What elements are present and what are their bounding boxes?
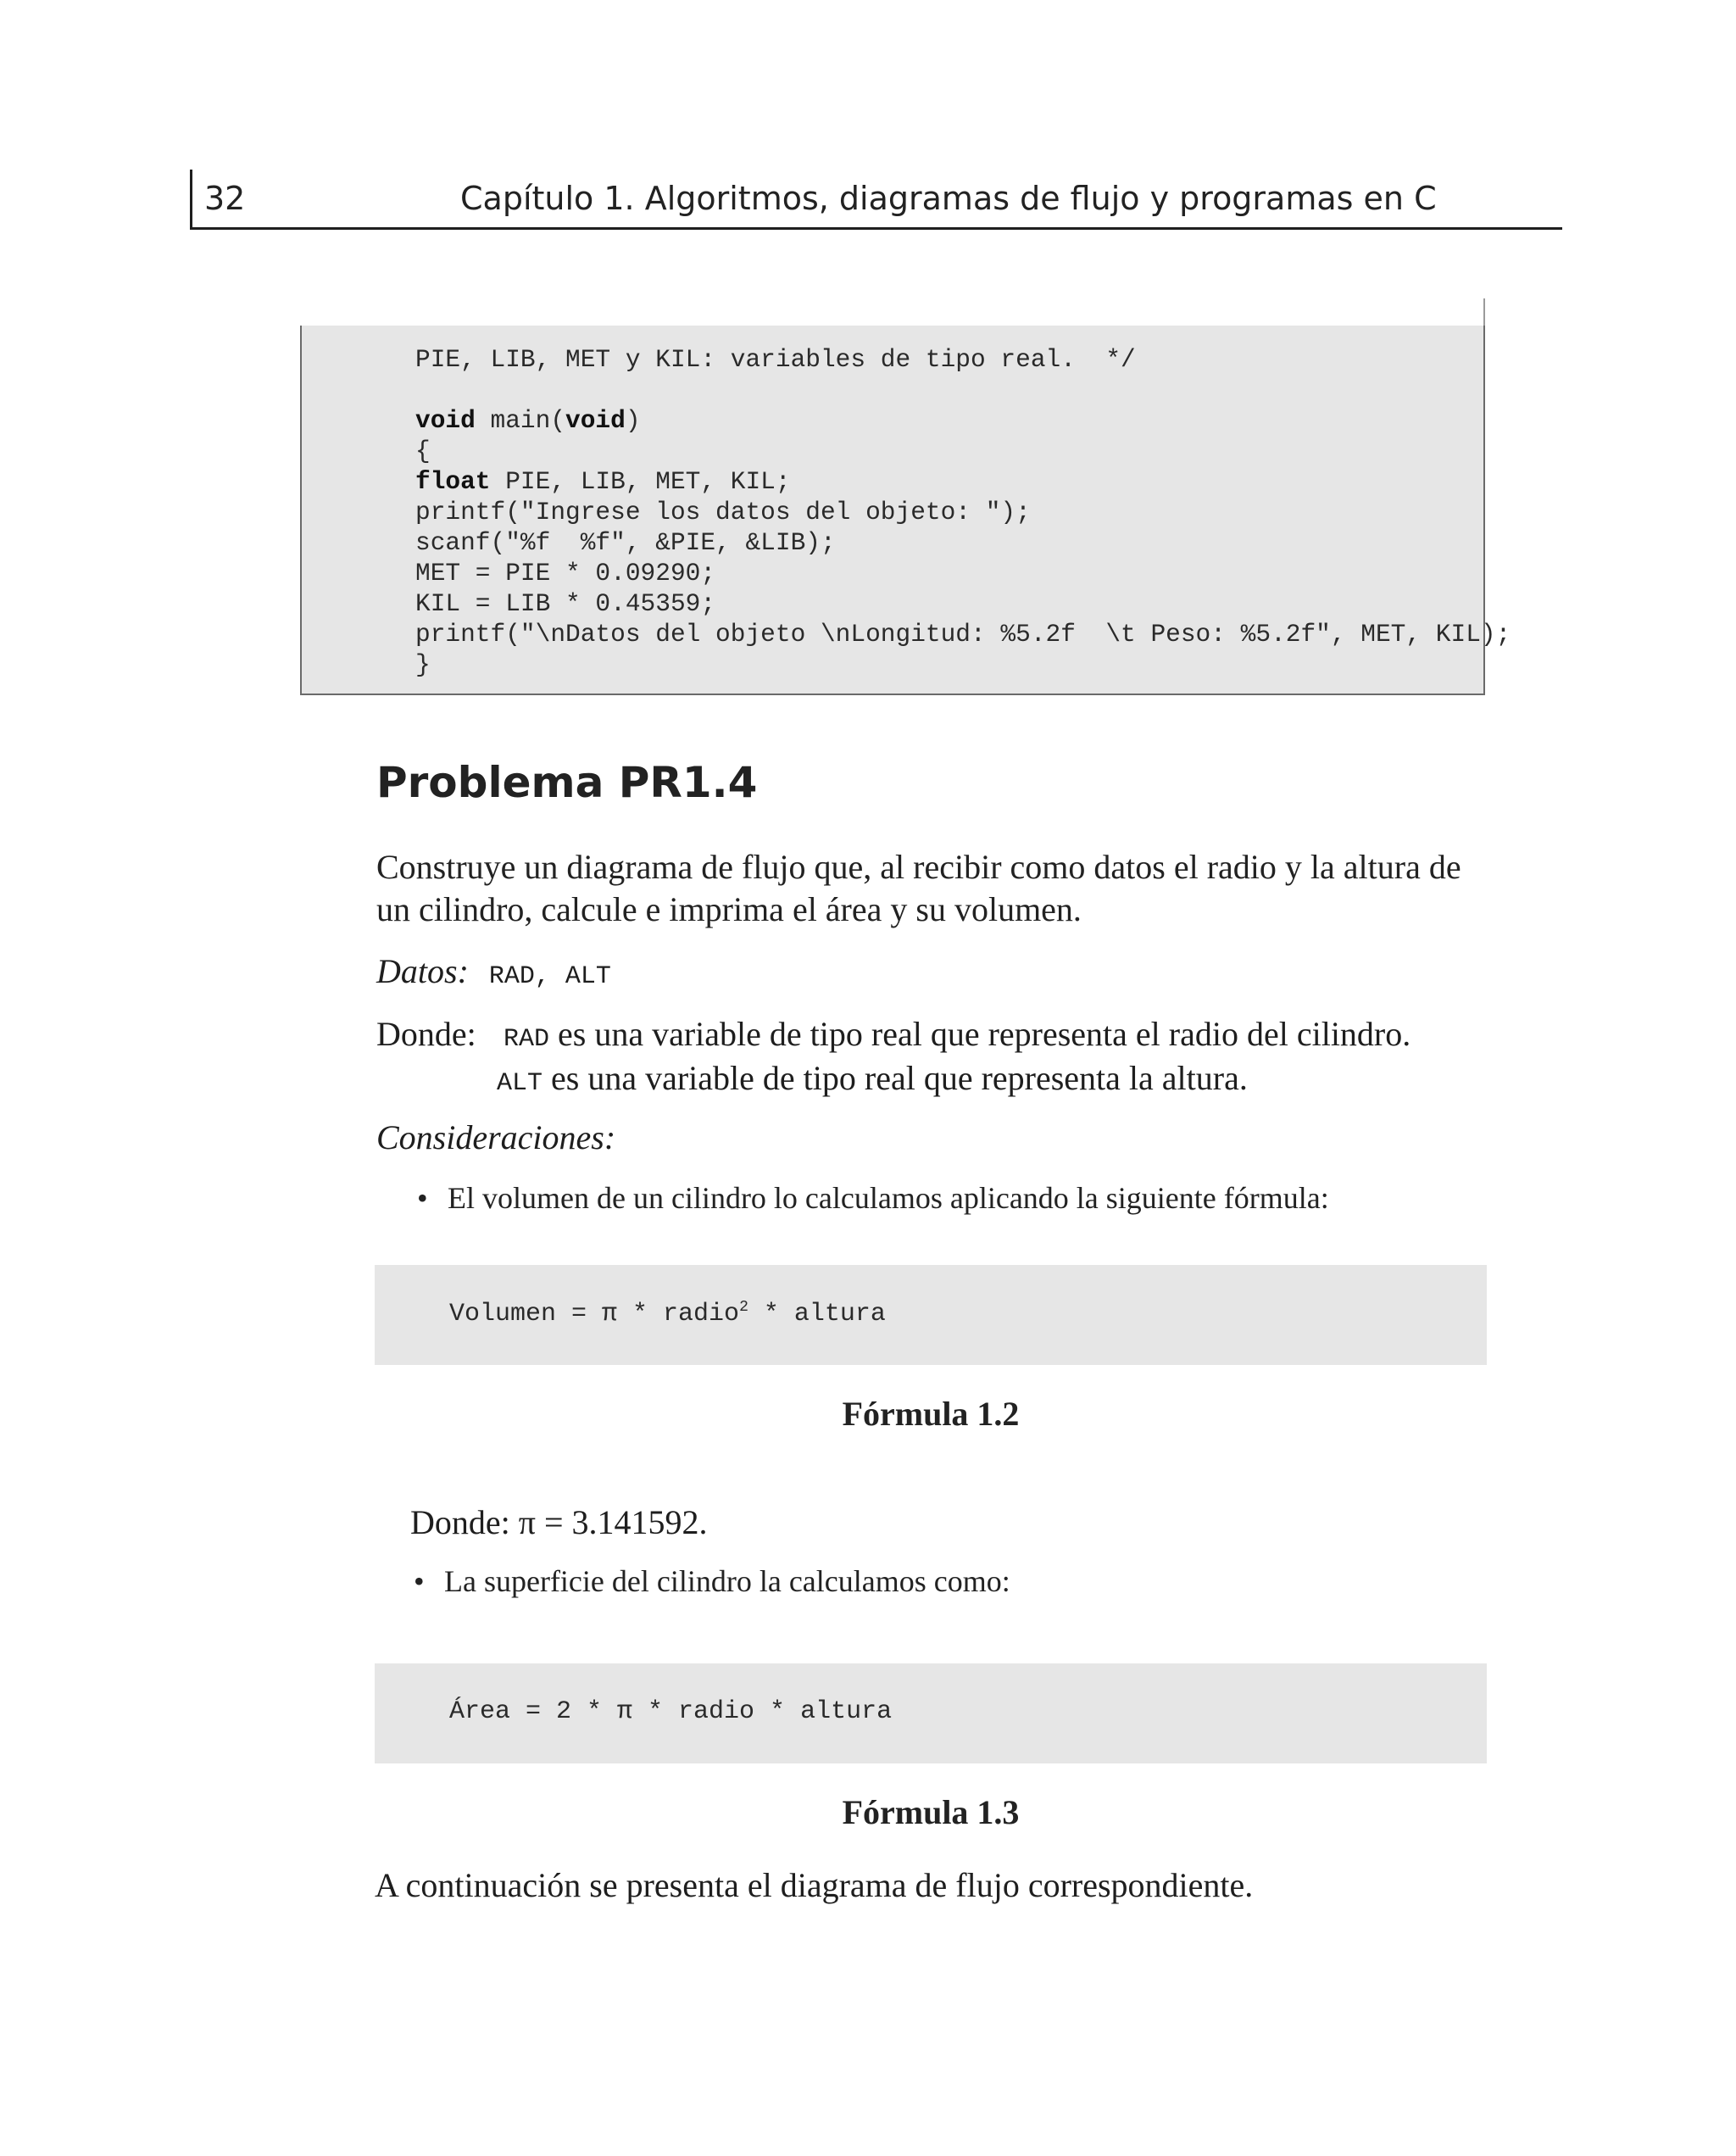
formula-caption-volume: Fórmula 1.2 [842,1395,1020,1433]
section-title: Problema PR1.4 [376,758,758,807]
code-line [415,619,1511,649]
code-line [415,405,1511,436]
code-line [415,497,1511,527]
bullet-marker: • [414,1564,425,1598]
page-header [190,170,1562,230]
code-keyword: float [415,467,491,496]
code-line [415,466,1511,497]
bullet-marker: • [417,1181,428,1215]
code-text: KIL = LIB * 0.45359; [415,589,716,618]
code-text: printf("Ingrese los datos del objeto: "); [415,498,1031,526]
bullet-volume-text: El volumen de un cilindro lo calculamos aplicando la siguiente fórmula: [448,1181,1329,1215]
code-text: scanf("%f %f", &PIE, &LIB); [415,528,836,557]
bullet-volume [417,1180,1329,1216]
bullet-area-text: La superficie del cilindro la calculamos como: [444,1564,1010,1598]
code-listing-box [300,326,1511,695]
code-text: } [415,650,431,679]
where-label: Donde: [376,1015,476,1053]
code-line [415,649,1511,680]
alt-var: ALT [497,1069,543,1098]
code-line [415,375,1511,405]
code-listing [415,344,1511,680]
rad-definition [504,1012,1410,1061]
alt-definition [497,1056,1248,1106]
code-text: main( [475,406,566,435]
alt-desc: es una variable de tipo real que representa la altura. [542,1059,1248,1097]
code-box-top-edge [1483,298,1485,327]
considerations-label: Consideraciones: [376,1118,616,1156]
code-line [415,527,1511,558]
formula-volume-box [375,1265,1487,1365]
formula-volume-prefix: Volumen = π * radio [449,1300,740,1329]
rad-var: RAD [504,1025,550,1054]
code-line [415,436,1511,466]
code-keyword: void [565,406,626,435]
formula-area: Área = 2 * π * radio * altura [449,1697,893,1726]
code-line [415,558,1511,588]
code-text: PIE, LIB, MET, KIL; [490,467,791,496]
rad-desc: es una variable de tipo real que representa el radio del cilindro. [549,1015,1411,1053]
closing-sentence: A continuación se presenta el diagrama de flujo correspondiente. [375,1866,1254,1904]
formula-area-box [375,1663,1487,1763]
code-text: PIE, LIB, MET y KIL: variables de tipo real. */ [415,345,1136,374]
problem-statement: Construye un diagrama de flujo que, al recibir como datos el radio y la altura de un cilindro, calcule e imprima el área y su volumen. [376,848,1461,928]
code-line [415,344,1511,375]
data-vars: RAD, ALT [488,962,611,991]
formula-caption-area: Fórmula 1.3 [842,1793,1020,1831]
formula-volume-suffix: * altura [748,1300,886,1329]
code-text: printf("\nDatos del objeto \nLongitud: %5.2f \t Peso: %5.2f", MET, KIL); [415,620,1511,649]
running-title: Capítulo 1. Algoritmos, diagramas de flujo y programas en C [460,180,1437,217]
code-keyword: void [415,406,476,435]
code-line [415,588,1511,619]
formula-volume [449,1299,886,1329]
pi-definition: Donde: π = 3.141592. [410,1503,708,1541]
code-text: ) [625,406,641,435]
formula-volume-exponent: 2 [739,1299,748,1316]
bullet-area [414,1563,1010,1599]
data-line [376,951,611,991]
data-label: Datos: [376,952,469,990]
page-number: 32 [204,180,246,217]
code-text: { [415,437,431,465]
code-text: MET = PIE * 0.09290; [415,559,716,588]
